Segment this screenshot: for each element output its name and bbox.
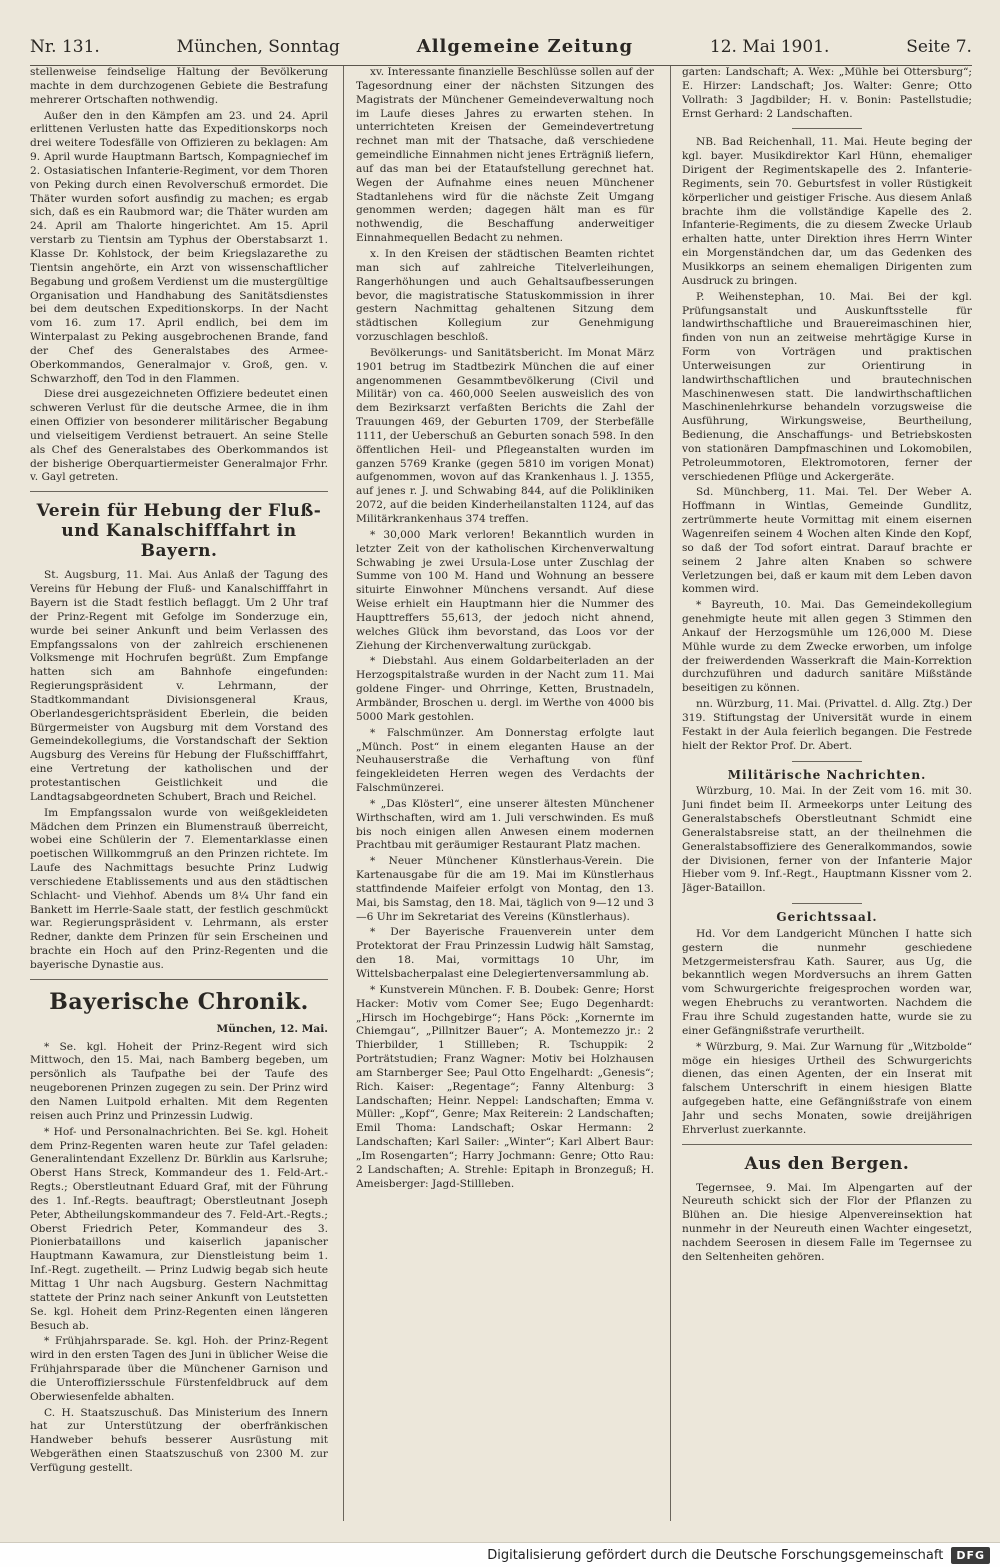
dateline: München, 12. Mai.	[216, 1022, 328, 1035]
section-heading: Bayerische Chronik.	[49, 988, 309, 1015]
article-paragraph: * Falschmünzer. Am Donnerstag erfolgte laut „Münch. Post“ in einem eleganten Hause an der Neuhauserstraße die Verhaftung von fünf feingekleideten Herren wegen des Verdachts der Falschmünzerei.	[356, 726, 654, 795]
section-heading: Gerichtssaal.	[776, 910, 878, 925]
article-paragraph: stellenweise feindselige Haltung der Bevölkerung machte in dem durchzogenen Gebiete die Bestrafung mehrerer Ortschaften nothwendig.	[30, 66, 328, 106]
divider	[30, 491, 328, 492]
funding-credit: Digitalisierung gefördert durch die Deutsche Forschungsgemeinschaft	[487, 1547, 944, 1563]
divider	[792, 761, 862, 762]
divider	[792, 128, 862, 129]
article-paragraph: * Neuer Münchener Künstlerhaus-Verein. Die Kartenausgabe für die am 19. Mai im Künstlerhaus stattfindende Maifeier erfolgt von Montag, den 13. Mai, bis Samstag, den 18. Mai, täglich von 9—12 und 3—6 Uhr im Sekretariat des Vereins (Künstlerhaus).	[356, 855, 654, 923]
place-day: München, Sonntag	[176, 37, 340, 57]
article-paragraph: * Se. kgl. Hoheit der Prinz-Regent wird sich Mittwoch, den 15. Mai, nach Bamberg begeben, um persönlich als Taufpathe bei der Taufe des neugeborenen Prinzen zugegen zu sein. Der Prinz wird den Namen Luitpold erhalten. Mit dem Regenten reisen auch Prinz und Prinzessin Ludwig.	[30, 1040, 328, 1122]
article-paragraph: St. Augsburg, 11. Mai. Aus Anlaß der Tagung des Vereins für Hebung der Fluß- und Kanalschifffahrt in Bayern ist die Stadt festlich beflaggt. Um 2 Uhr traf der Prinz-Regent mit Gefolge im Sonderzuge ein, wurde bei seiner Ankunft und beim Verlassen des Empfangssalons von der zahlreich erschienenen Volksmenge mit Hochrufen begrüßt. Zum Empfange hatten sich am Bahnhofe eingefunden: Regierungspräsident v. Lehrmann, der Stadtkommandant Divisionsgeneral Kraus, Oberlandesgerichtspräsident Eberlein, die beiden Bürgermeister von Augsburg mit dem Vorstand des Gemeindekollegiums, die Vorstandschaft der Sektion Augsburg des Vereins für Hebung der Flußschifffahrt, eine Vertretung der katholischen und der protestantischen Geistlichkeit und die Landtagsabgeordneten Schubert, Brach und Reichel.	[30, 569, 328, 803]
article-paragraph: xv. Interessante finanzielle Beschlüsse sollen auf der Tagesordnung einer der nächsten Sitzungen des Magistrats der Münchener Gemeindeverwaltung noch im Laufe dieses Jahres zu erwarten stehen. In unterrichteten Kreisen der Gemeindevertretung rechnet man mit der Thatsache, daß verschiedene gemeindliche Einnahmen nicht jenes Erträgniß liefern, auf das man bei der Etataufstellung gerechnet hat. Wegen der Aufnahme eines neuen Münchener Stadtanlehens wird für die nächste Zeit Umgang genommen werden; dagegen hält man es für nothwendig, die Beschaffung anderweitiger Einnahmequellen Bedacht zu nehmen.	[356, 66, 654, 245]
article-paragraph: * Der Bayerische Frauenverein unter dem Protektorat der Frau Prinzessin Ludwig hält Samstag, den 18. Mai, vormittags 10 Uhr, im Wittelsbacherpalast eine Delegiertenversammlung ab.	[356, 926, 654, 980]
article-paragraph: Außer den in den Kämpfen am 23. und 24. April erlittenen Verlusten hatte das Expeditionskorps noch drei weitere Todesfälle von Offizieren zu beklagen: Am 9. April wurde Hauptmann Bartsch, Kompagniechef im 2. Ostasiatischen Infanterie-Regiment, vor dem Thoren von Peking durch einen Revolverschuß ermordet. Die Thäter wurden sofort ausfindig zu machen; es ergab sich, daß es ein Raubmord war; die Thäter wurden am 24. April am Thalorte hingerichtet. Am 15. April verstarb zu Tientsin am Typhus der Oberstabsarzt 1. Klasse Dr. Kohlstock, der beim Kriegslazarethe zu Tientsin angehörte, ein Arzt von wissenschaftlicher Begabung und großem Verdienst um die mustergültige Organisation und Handhabung des Sanitätsdienstes bei dem deutschen Expeditionskorps. In der Nacht vom 16. zum 17. April endlich, bei dem im Winterpalast zu Peking ausgebrochenen Brande, fand der Chef des Generalstabes des Armee-Oberkommandos, Generalmajor v. Groß, gen. v. Schwarzhoff, den Tod in den Flammen.	[30, 109, 328, 385]
article-paragraph: * Bayreuth, 10. Mai. Das Gemeindekollegium genehmigte heute mit allen gegen 3 Stimmen den Ankauf der Herzogsmühle um 126,000 M. Diese Mühle wurde zu dem Zwecke erworben, um infolge der freiwerdenden Wasserkraft die Main-Korrektion durchzuführen und dadurch sanitäre Mißstände beseitigen zu können.	[682, 599, 972, 695]
article-paragraph: nn. Würzburg, 11. Mai. (Privattel. d. Allg. Ztg.) Der 319. Stiftungstag der Universität wurde in einem Festakt in der Aula feierlich begangen. Die Festrede hielt der Rektor Prof. Dr. Abert.	[682, 698, 972, 752]
issue-number: Nr. 131.	[30, 37, 100, 57]
article-paragraph: * 30,000 Mark verloren! Bekanntlich wurden in letzter Zeit von der katholischen Kirchenverwaltung Schwabing je zwei Ursula-Lose unter Zuschlag der Summe von 100 M. Hand und Wohnung an bessere situirte Einwohner Münchens versandt. Auf diese Weise erhielt ein Hauptmann hier die Nummer des Haupttreffers 55,613, der jedoch nicht ahnend, welches Glück ihm bevorstand, das Loos vor der Ziehung der Kirchenverwaltung zurückgab.	[356, 528, 654, 652]
article-paragraph: * Kunstverein München. F. B. Doubek: Genre; Horst Hacker: Motiv vom Comer See; Eugo Degenhardt: „Hirsch im Hochgebirge“; Hans Pöck: „Kornernte im Chiemgau“, „Pillnitzer Bauer“; A. Montemezzo jr.: 2 Thierbilder, 1 Stillleben; R. Tschuppik: 2 Porträtstudien; Franz Wagner: Motiv bei Holzhausen am Starnberger See; Paul Otto Engelhardt: „Genesis“; Rich. Kaiser: „Regentage“; Fanny Altenburg: 3 Landschaften; Heinr. Neppel: Landschaften; Emma v. Müller: „Kopf“, Genre; Max Reiterein: 2 Landschaften; Emil Thoma: Landschaft; Oskar Hermann: 2 Landschaften; Karl Sailer: „Winter“; Karl Albert Baur: „Im Rosengarten“; Harry Jochmann: Genre; Otto Rau: 2 Landschaften; A. Strehle: Epitaph in Bronzeguß; H. Ameisberger: Jagd-Stillleben.	[356, 983, 654, 1190]
article-paragraph: Diese drei ausgezeichneten Offiziere bedeutet einen schweren Verlust für die deutsche Armee, die in ihm einen Offizier von besonderer militärischer Begabung und vielseitigem Verdienst betrauert. An seine Stelle als Chef des Generalstabes des Oberkommandos ist der bisherige Oberquartiermeister Generalmajor Frhr. v. Gayl getreten.	[30, 388, 328, 484]
article-paragraph: Im Empfangssalon wurde von weißgekleideten Mädchen dem Prinzen ein Blumenstrauß überreicht, wobei eine Schülerin der 7. Elementarklasse einen poetischen Willkommgruß an den Prinzen richtete. Im Laufe des Nachmittags besuchte Prinz Ludwig verschiedene Etablissements und aus den städtischen Schlacht- und Viehhof. Abends um 8¼ Uhr fand ein Bankett im Herrle-Saale statt, der festlich geschmückt war. Regierungspräsident v. Lehrmann, als erster Redner, dankte dem Prinzen für sein Erscheinen und brachte ein Hoch auf den Prinz-Regenten und die bayerische Dynastie aus.	[30, 806, 328, 971]
divider	[792, 903, 862, 904]
running-header	[30, 36, 972, 66]
article-paragraph: * „Das Klösterl“, eine unserer ältesten Münchener Wirthschaften, wird am 1. Juli verschwinden. Es muß bis noch einigen allen Anwesen einem modernen Prachtbau mit geräumiger Restaurant Platz machen.	[356, 797, 654, 852]
digitization-footer	[0, 1542, 1000, 1567]
article-paragraph: garten: Landschaft; A. Wex: „Mühle bei Ottersburg“; E. Hirzer: Landschaft; Jos. Walter: Genre; Otto Vollrath: 3 Jagdbilder; H. v. Bonin: Pastellstudie; Ernst Gerhard: 2 Landschaften.	[682, 66, 972, 120]
column-rule	[343, 66, 344, 1521]
article-paragraph: * Diebstahl. Aus einem Goldarbeiterladen an der Herzogspitalstraße wurden in der Nacht zum 11. Mai goldene Finger- und Ohrringe, Ketten, Brustnadeln, Armbänder, Broschen u. dergl. im Werthe von 4000 bis 5000 Mark gestohlen.	[356, 655, 654, 723]
page-number: Seite 7.	[906, 37, 972, 57]
article-paragraph: Tegernsee, 9. Mai. Im Alpengarten auf der Neureuth schickt sich der Flor der Pflanzen zu Blühen an. Die hiesige Alpenvereinsektion hat nunmehr in der Neureuth einen Wachter eingesetzt, nachdem Seerosen in diesem Falle im Tegernsee zu den Seltenheiten gehören.	[682, 1181, 972, 1263]
newspaper-title: Allgemeine Zeitung	[416, 36, 634, 57]
section-heading: Aus den Bergen.	[744, 1153, 910, 1174]
article-paragraph: x. In den Kreisen der städtischen Beamten richtet man sich auf zahlreiche Titelverleihungen, Rangerhöhungen und auch Gehaltsaufbesserungen bevor, die magistratische Statuskommission in ihrer gestern Nachmittag gehaltenen Sitzung dem städtischen Kollegium zur Genehmigung vorzuschlagen beschloß.	[356, 247, 654, 344]
article-paragraph: * Hof- und Personalnachrichten. Bei Se. kgl. Hoheit dem Prinz-Regenten waren heute zur Tafel geladen: Generalintendant Exzellenz Dr. Bürklin aus Karlsruhe; Oberst Hans Streck, Kommandeur des 1. Feld-Art.-Regts.; Oberstleutnant Eduard Graf, mit der Führung des 1. Inf.-Regts. beauftragt; Oberstleutnant Joseph Peter, Abtheilungskommandeur des 7. Feld-Art.-Regts.; Oberst Friedrich Peter, Kommandeur des 3. Pionierbataillons und kaiserlich japanischer Hauptmann Kawamura, zur Dienstleistung beim 1. Inf.-Regt. zugetheilt. — Prinz Ludwig begab sich heute Mittag 1 Uhr nach Augsburg. Gestern Nachmittag stattete der Prinz nach seiner Ankunft von Leutstetten Se. kgl. Hoheit dem Prinz-Regenten einen längeren Besuch ab.	[30, 1125, 328, 1332]
column-1	[30, 66, 328, 1521]
article-paragraph: * Würzburg, 9. Mai. Zur Warnung für „Witzbolde“ möge ein hiesiges Urtheil des Schwurgerichts dienen, das einen Agenten, der ein Inserat mit falschem Unterschrift in einem hiesigen Blatte aufgegeben hatte, eine Gefängnißstrafe von einem Jahr und sechs Monaten, sowie dreijährigen Ehrverlust zuerkannte.	[682, 1040, 972, 1136]
section-heading: Militärische Nachrichten.	[727, 767, 927, 782]
section-heading: Verein für Hebung der Fluß- und Kanalschifffahrt in Bayern.	[36, 501, 322, 562]
article-paragraph: * Frühjahrsparade. Se. kgl. Hoh. der Prinz-Regent wird in den ersten Tagen des Juni in üblicher Weise die Frühjahrsparade über die Münchener Garnison und die Unteroffiziersschule Fürstenfeldbruck auf dem Oberwiesenfelde abhalten.	[30, 1335, 328, 1403]
issue-date: 12. Mai 1901.	[709, 37, 830, 57]
column-rule	[670, 66, 671, 1521]
article-paragraph: Sd. Münchberg, 11. Mai. Tel. Der Weber A. Hoffmann in Wintlas, Gemeinde Gundlitz, zertrümmerte heute Vormittag mit einem eisernen Wagenreifen seinem 4 Wochen alten Kinde den Kopf, so daß der Tod sofort eintrat. Darauf brachte er seinem 2 Jahre alten Knaben so schwere Verletzungen bei, daß er kaum mit dem Leben davon kommen wird.	[682, 486, 972, 596]
dfg-logo: DFG	[951, 1547, 990, 1564]
column-2	[356, 66, 654, 1521]
article-paragraph: P. Weihenstephan, 10. Mai. Bei der kgl. Prüfungsanstalt und Auskunftsstelle für landwirthschaftliche und Brauereimaschinen hier, finden von nun an zeitweise mehrtägige Kurse in Form von Vorträgen und praktischen Unterweisungen zur Orientirung in landwirthschaftlichen und brautechnischen Maschinenwesen statt. Die landwirthschaftlichen Maschinenlehrkurse behandeln vorzugsweise die Ausführung, Wirkungsweise, Beurtheilung, Bedienung, die Anschaffungs- und Betriebskosten von stationären Dampfmaschinen und Lokomobilen, Petroleummotoren, Elektromotoren, ferner der verschiedenen Pflüge und Ackergeräte.	[682, 290, 972, 483]
article-paragraph: Bevölkerungs- und Sanitätsbericht. Im Monat März 1901 betrug im Stadtbezirk München die auf einer angenommenen Gesammtbevölkerung (Civil und Militär) von ca. 460,000 Seelen ausweislich des von dem Bezirksarzt verfaßten Berichts die Zahl der Trauungen 469, der Geburten 1709, der Sterbefälle 1111, der Ueberschuß an Geburten sonach 598. In den öffentlichen Heil- und Pflegeanstalten wurden im ganzen 5769 Kranke (gegen 5810 im vorigen Monat) aufgenommen, wovon auf das Krankenhaus l. J. 1355, auf jenes r. J. und Schwabing 844, auf die Polikliniken 2072, auf die beiden Kinderheilanstalten 1124, auf das Militärkrankenhaus 374 treffen.	[356, 346, 654, 525]
article-paragraph: Hd. Vor dem Landgericht München I hatte sich gestern die nunmehr geschiedene Metzgermeistersfrau Kath. Saurer, aus Ug, die bekanntlich wegen Mordversuchs an ihrem Gatten vom Schwurgerichte freigesprochen worden war, wegen Ehebruchs zu verantworten. Nachdem die Frau ihre Schuld zugestanden hatte, wurde sie zu einer Gefängnißstrafe verurtheilt.	[682, 927, 972, 1037]
divider	[30, 979, 328, 980]
article-paragraph: NB. Bad Reichenhall, 11. Mai. Heute beging der kgl. bayer. Musikdirektor Karl Hünn, ehemaliger Dirigent der Regimentskapelle des 2. Infanterie-Regiments, sein 70. Geburtsfest in voller Rüstigkeit körperlicher und geistiger Frische. Aus diesem Anlaß brachte ihm die vollständige Kapelle des 2. Infanterie-Regiments, die zu diesem Zwecke Urlaub erhalten hatte, unter Direktion ihres Herrn Winter ein Morgenständchen dar, um das Gedenken des Musikkorps an seinem ehemaligen Dirigenten zum Ausdruck zu bringen.	[682, 136, 972, 287]
article-paragraph: C. H. Staatszuschuß. Das Ministerium des Innern hat zur Unterstützung der oberfränkischen Handweber behufs besserer Ausrüstung mit Webgeräthen einen Staatszuschuß von 2300 M. zur Verfügung gestellt.	[30, 1406, 328, 1474]
article-paragraph: Würzburg, 10. Mai. In der Zeit vom 16. mit 30. Juni findet beim II. Armeekorps unter Leitung des Generalstabschefs Oberstleutnant Schmidt eine Generalstabsreise statt, an der theilnehmen die Generalstabsoffiziere des Generalkommandos, sowie der Divisionen, ferner von der Infanterie Major Hieber vom 9. Inf.-Regt., Hauptmann Kissner vom 2. Jäger-Bataillon.	[682, 785, 972, 895]
column-3	[682, 66, 972, 1521]
divider	[682, 1144, 972, 1145]
